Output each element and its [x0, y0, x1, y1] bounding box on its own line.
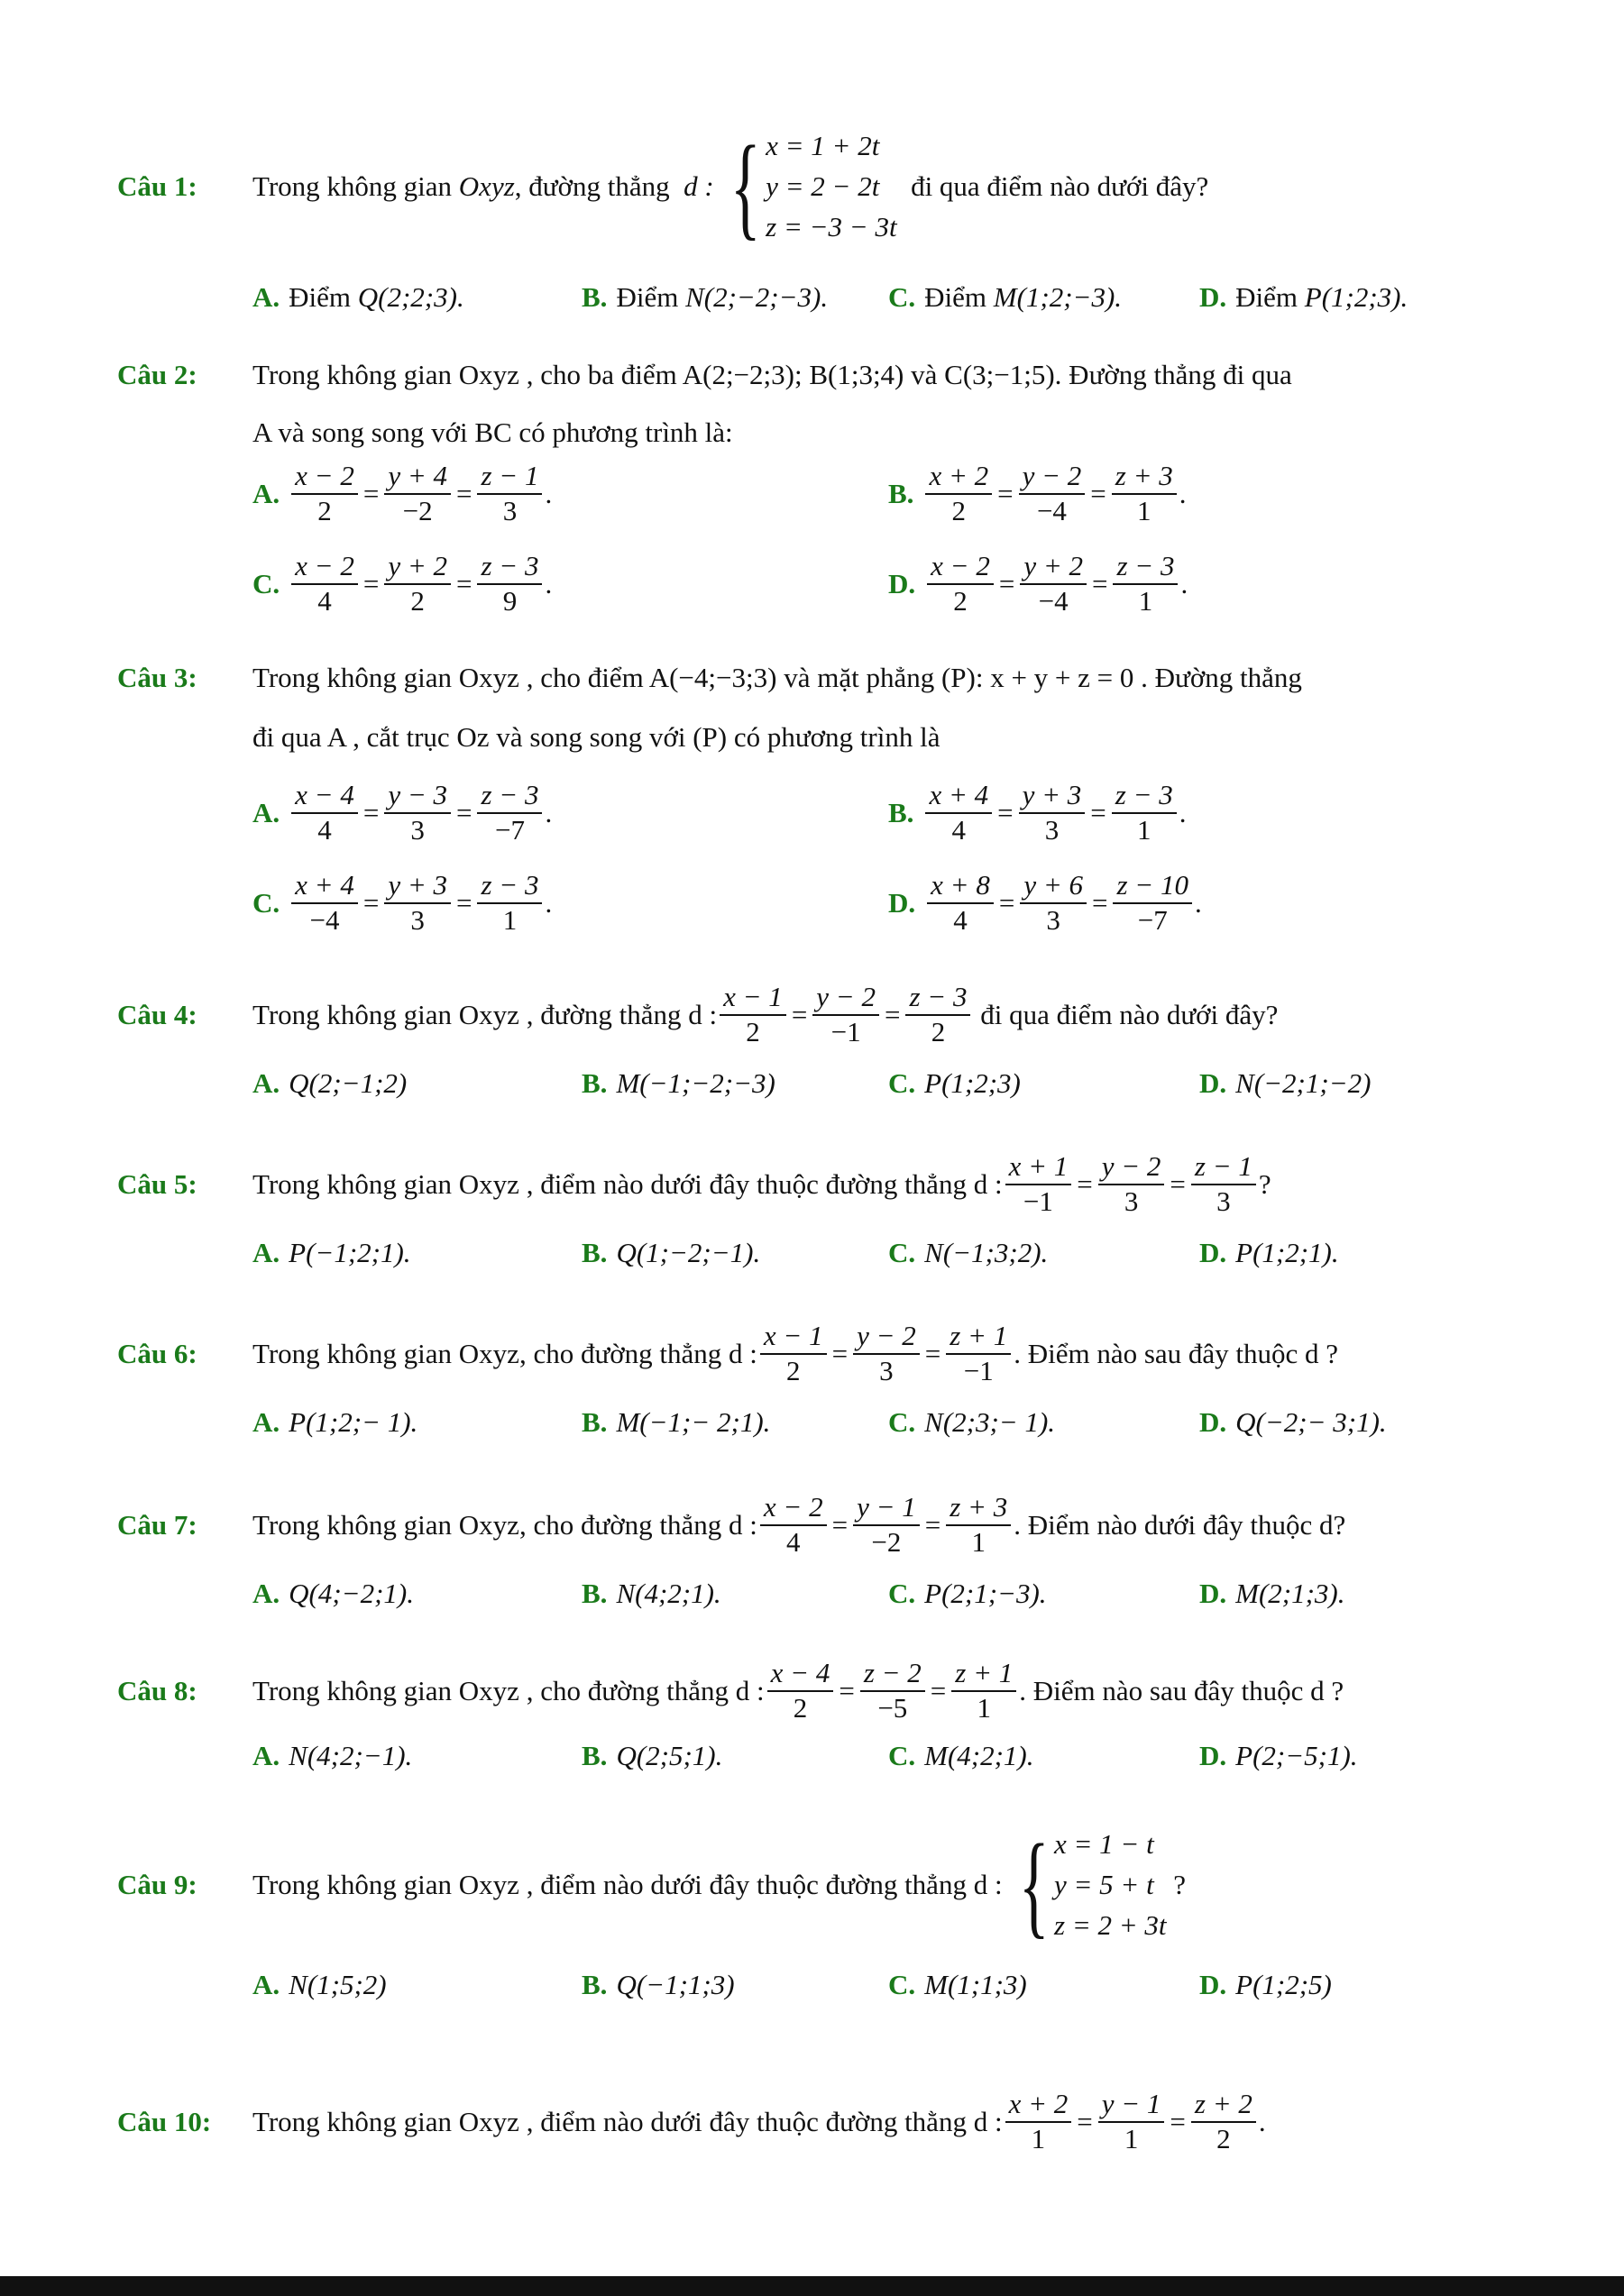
option-point: Q(2;2;3). [357, 281, 464, 313]
fraction-numerator: y − 3 [384, 781, 451, 814]
fraction-numerator: y − 2 [1019, 462, 1086, 495]
page-bottom-border [0, 2276, 1624, 2296]
option-key: A. [252, 1740, 280, 1771]
option-point: P(2;−5;1). [1235, 1740, 1358, 1771]
fraction-numerator: z − 3 [1112, 781, 1177, 814]
option-b[interactable]: B. $\frac{x + 4}{4}$ = $\frac{y + 3}{3}$ = $\frac{z - 3}{1}$ . [888, 779, 1187, 846]
equation-line: y = 5 + t [1054, 1868, 1154, 1900]
fraction-numerator: z − 10 [1113, 871, 1191, 904]
option-d[interactable] [1199, 1237, 1339, 1269]
fraction-denominator: 2 [1216, 2122, 1231, 2154]
question-text: Trong không gian Oxyz , cho ba điểm A(2;−2;3); B(1;3;4) và C(3;−1;5). Đường thẳng đi qua [252, 359, 1292, 390]
option-a[interactable] [252, 1969, 387, 2001]
option-point: Q(−2;− 3;1). [1235, 1406, 1387, 1438]
question-label: Câu 7: [117, 1508, 197, 1541]
option-point: M(−1;− 2;1). [616, 1406, 771, 1438]
fraction-denominator: 2 [951, 494, 967, 526]
option-key: D. [1199, 1067, 1227, 1099]
option-a[interactable] [252, 1237, 411, 1269]
question-label: Câu 3: [117, 662, 197, 693]
fraction-denominator: 1 [1031, 2122, 1046, 2154]
fraction-denominator: 3 [502, 494, 518, 526]
fraction-denominator: 3 [1124, 1185, 1139, 1217]
fraction-numerator: x − 2 [291, 552, 358, 585]
option-point: M(2;1;3). [1235, 1578, 1345, 1609]
option-c[interactable] [888, 1237, 1048, 1269]
fraction-denominator: 4 [953, 903, 968, 936]
fraction-numerator: x + 8 [927, 871, 994, 904]
fraction-denominator: −7 [494, 813, 525, 846]
fraction-numerator: x + 2 [925, 462, 992, 495]
fraction-denominator: −2 [871, 1525, 902, 1558]
option-d[interactable] [1199, 1067, 1371, 1100]
option-d[interactable]: D. $\frac{x - 2}{2}$ = $\frac{y + 2}{-4}$ = $\frac{z - 3}{1}$ . [888, 550, 1188, 617]
fraction-denominator: 1 [1124, 2122, 1139, 2154]
question-text-after: . [1258, 2105, 1266, 2137]
fraction-numerator: y + 2 [384, 552, 451, 585]
option-end: . [1179, 796, 1187, 828]
fraction-numerator: x − 1 [760, 1322, 827, 1355]
option-key: C. [888, 1067, 916, 1099]
fraction-numerator: z − 3 [477, 781, 542, 814]
question-label: Câu 5: [117, 1167, 197, 1200]
option-c[interactable] [888, 281, 1122, 314]
question-text: Trong không gian Oxyz , cho điểm A(−4;−3;3) và mặt phẳng (P): x + y + z = 0 . Đường thẳng [252, 662, 1302, 693]
option-key: C. [888, 1578, 916, 1609]
question-2-line-2 [252, 416, 733, 449]
question-label: Câu 8: [117, 1674, 197, 1706]
question-text: Trong không gian Oxyz , điểm nào dưới đây thuộc đường thẳng d : [252, 1869, 1003, 1901]
fraction-numerator: z − 3 [1113, 552, 1178, 585]
option-b[interactable] [582, 1067, 775, 1100]
option-c[interactable] [888, 1740, 1034, 1772]
question-7: Câu 7: Trong không gian Oxyz, cho đường thẳng d : $\frac{x - 2}{4}$ = $\frac{y - 1}{-2}$ = $\frac{z + 3}{1}$ . Điểm nào dưới đây thuộc d? [117, 1491, 1346, 1558]
option-point: M(−1;−2;−3) [616, 1067, 775, 1099]
option-point: N(2;−2;−3). [685, 281, 829, 313]
option-key: D. [1199, 1578, 1227, 1609]
equation-line: x = 1 − t [1054, 1828, 1154, 1860]
equation-line: z = −3 − 3t [766, 210, 897, 242]
fraction-denominator: 1 [1138, 584, 1153, 617]
question-6: Câu 6: Trong không gian Oxyz, cho đường thẳng d : $\frac{x - 1}{2}$ = $\frac{y - 2}{3}$ = $\frac{z + 1}{-1}$ . Điểm nào sau đây thuộc d ? [117, 1320, 1339, 1386]
option-point: M(4;2;1). [924, 1740, 1034, 1771]
option-key: B. [582, 1578, 608, 1609]
option-key: A. [252, 281, 280, 313]
option-key: B. [582, 1237, 608, 1268]
fraction-numerator: z + 1 [951, 1659, 1016, 1692]
fraction-numerator: y − 1 [853, 1493, 920, 1526]
fraction-numerator: x − 4 [291, 781, 358, 814]
fraction-denominator: −1 [963, 1354, 994, 1386]
fraction-numerator: z − 3 [477, 871, 542, 904]
option-c[interactable]: C. $\frac{x - 2}{4}$ = $\frac{y + 2}{2}$ = $\frac{z - 3}{9}$ . [252, 550, 553, 617]
option-d[interactable] [1199, 281, 1408, 314]
fraction-denominator: 3 [879, 1354, 894, 1386]
question-text-mid: , đường thẳng [514, 170, 670, 203]
fraction-numerator: x − 1 [720, 983, 786, 1016]
fraction-denominator: 2 [785, 1354, 801, 1386]
option-key: D. [888, 567, 916, 599]
equation-line: x = 1 + 2t [766, 130, 880, 161]
fraction-numerator: y + 4 [384, 462, 451, 495]
fraction-denominator: 2 [953, 584, 968, 617]
option-key: D. [1199, 1406, 1227, 1438]
option-a[interactable]: A. $\frac{x - 4}{4}$ = $\frac{y - 3}{3}$ = $\frac{z - 3}{-7}$ . [252, 779, 553, 846]
option-key: C. [888, 281, 916, 313]
fraction-denominator: 4 [317, 584, 332, 617]
option-point: N(4;2;−1). [289, 1740, 413, 1771]
option-a[interactable] [252, 281, 464, 314]
fraction-numerator: y − 2 [853, 1322, 920, 1355]
option-key: A. [252, 1067, 280, 1099]
option-b[interactable] [582, 1578, 721, 1610]
question-text-after: đi qua điểm nào dưới đây? [911, 170, 1209, 203]
option-key: C. [888, 1237, 916, 1268]
option-point: P(−1;2;1). [289, 1237, 411, 1268]
option-a[interactable]: A. $\frac{x - 2}{2}$ = $\frac{y + 4}{-2}$ = $\frac{z - 1}{3}$ . [252, 460, 553, 526]
fraction-denominator: 3 [1044, 813, 1060, 846]
option-point: P(1;2;1). [1235, 1237, 1339, 1268]
option-c[interactable] [888, 1969, 1027, 2001]
fraction-numerator: y − 2 [812, 983, 879, 1016]
fraction-denominator: 4 [951, 813, 967, 846]
option-key: A. [252, 1406, 280, 1438]
option-b[interactable] [582, 1406, 770, 1439]
option-c[interactable] [888, 1067, 1021, 1100]
fraction-numerator: y + 2 [1020, 552, 1087, 585]
fraction-denominator: 2 [410, 584, 425, 617]
option-key: B. [888, 796, 914, 828]
fraction-numerator: x − 2 [291, 462, 358, 495]
option-key: C. [888, 1740, 916, 1771]
option-end: . [545, 567, 553, 599]
fraction-numerator: y + 6 [1020, 871, 1087, 904]
option-key: D. [1199, 1237, 1227, 1268]
question-text-after: . Điểm nào dưới đây thuộc d? [1014, 1508, 1346, 1541]
question-label: Câu 4: [117, 998, 197, 1030]
option-key: C. [888, 1406, 916, 1438]
fraction-denominator: −4 [309, 903, 340, 936]
option-key: C. [888, 1969, 916, 2000]
question-text: Trong không gian Oxyz, cho đường thẳng d : [252, 1337, 757, 1369]
brace-symbol: { [729, 123, 761, 252]
option-key: C. [252, 886, 280, 919]
option-point: P(1;2;− 1). [289, 1406, 418, 1438]
option-pre: Điểm [289, 281, 352, 313]
fraction-denominator: 3 [1216, 1185, 1231, 1217]
question-2 [117, 359, 1292, 391]
option-point: N(1;5;2) [289, 1969, 387, 2000]
fraction-denominator: 2 [317, 494, 332, 526]
fraction-numerator: y + 3 [384, 871, 451, 904]
fraction-numerator: z + 3 [1112, 462, 1177, 495]
fraction-numerator: z + 3 [946, 1493, 1011, 1526]
question-text: Trong không gian Oxyz , cho đường thẳng d : [252, 1674, 765, 1706]
fraction-denominator: 1 [977, 1691, 992, 1724]
fraction-denominator: 1 [1137, 813, 1151, 846]
fraction-denominator: 2 [931, 1015, 946, 1047]
option-b[interactable] [582, 1969, 735, 2001]
question-5: Câu 5: Trong không gian Oxyz , điểm nào dưới đây thuộc đường thẳng d : $\frac{x + 1}{-1}$ = $\frac{y - 2}{3}$ = $\frac{z - 1}{3}$ ? [117, 1150, 1271, 1217]
option-point: Q(2;5;1). [616, 1740, 723, 1771]
fraction-denominator: −1 [830, 1015, 861, 1047]
option-point: Q(1;−2;−1). [616, 1237, 761, 1268]
option-point: M(1;1;3) [924, 1969, 1027, 2000]
question-3 [117, 662, 1302, 694]
option-point: Q(−1;1;3) [616, 1969, 735, 2000]
fraction-numerator: y − 1 [1098, 2090, 1165, 2123]
question-10: Câu 10: Trong không gian Oxyz , điểm nào dưới đây thuộc đường thằng d : $\frac{x + 2}{1}$ = $\frac{y - 1}{1}$ = $\frac{z + 2}{2}$ . [117, 2088, 1266, 2154]
fraction-denominator: −1 [1023, 1185, 1053, 1217]
option-key: A. [252, 796, 280, 828]
option-key: D. [888, 886, 916, 919]
option-key: D. [1199, 281, 1227, 313]
option-end: . [545, 796, 553, 828]
question-text-after: ? [1173, 1869, 1187, 1901]
question-text: Trong không gian Oxyz , điểm nào dưới đây thuộc đường thằng d : [252, 2105, 1003, 2137]
question-text-after: đi qua điểm nào dưới đây? [980, 998, 1279, 1030]
space-name: Oxyz [458, 170, 515, 203]
line-name: d : [684, 170, 714, 203]
option-d[interactable] [1199, 1740, 1358, 1772]
question-4: Câu 4: Trong không gian Oxyz , đường thẳng d : $\frac{x - 1}{2}$ = $\frac{y - 2}{-1}$ = $\frac{z - 3}{2}$ đi qua điểm nào dưới đây? [117, 981, 1279, 1047]
fraction-denominator: 2 [746, 1015, 760, 1047]
option-key: B. [888, 477, 914, 509]
fraction-denominator: 4 [785, 1525, 801, 1558]
option-point: P(1;2;3). [1304, 281, 1408, 313]
fraction-denominator: −7 [1137, 903, 1168, 936]
question-text-2: đi qua A , cắt trục Oz và song song với (P) có phương trình là [252, 721, 940, 753]
question-text: Trong không gian [252, 170, 453, 203]
question-label: Câu 1: [117, 170, 197, 203]
fraction-denominator: 2 [793, 1691, 808, 1724]
equation-line: z = 2 + 3t [1054, 1908, 1167, 1941]
fraction-numerator: z − 1 [1191, 1152, 1256, 1185]
option-point: Q(4;−2;1). [289, 1578, 414, 1609]
fraction-denominator: 1 [502, 903, 518, 936]
question-label: Câu 9: [117, 1869, 197, 1901]
fraction-numerator: z + 1 [946, 1322, 1011, 1355]
question-text-after: ? [1258, 1167, 1271, 1200]
option-point: N(2;3;− 1). [924, 1406, 1056, 1438]
option-key: B. [582, 281, 608, 313]
brace-symbol: { [1018, 1821, 1050, 1950]
option-key: B. [582, 1969, 608, 2000]
option-point: M(1;2;−3). [993, 281, 1123, 313]
question-3-line-2 [252, 721, 940, 754]
fraction-numerator: z − 3 [905, 983, 970, 1016]
option-pre: Điểm [924, 281, 987, 313]
option-point: P(1;2;5) [1235, 1969, 1332, 2000]
fraction-numerator: x + 4 [291, 871, 358, 904]
fraction-denominator: 3 [410, 903, 425, 936]
fraction-denominator: 9 [502, 584, 518, 617]
option-key: A. [252, 477, 280, 509]
question-text-after: . Điểm nào sau đây thuộc d ? [1019, 1674, 1344, 1706]
option-key: B. [582, 1740, 608, 1771]
question-text-2: A và song song với BC có phương trình là: [252, 416, 733, 448]
fraction-numerator: z + 2 [1191, 2090, 1256, 2123]
fraction-denominator: −4 [1038, 584, 1069, 617]
fraction-numerator: x + 1 [1005, 1152, 1072, 1185]
fraction-numerator: x − 4 [767, 1659, 834, 1692]
fraction-numerator: z − 3 [477, 552, 542, 585]
option-c[interactable]: C. $\frac{x + 4}{-4}$ = $\frac{y + 3}{3}$ = $\frac{z - 3}{1}$ . [252, 869, 553, 936]
equation-system [1006, 1821, 1167, 1950]
question-label: Câu 2: [117, 359, 197, 390]
option-d[interactable]: D. $\frac{x + 8}{4}$ = $\frac{y + 6}{3}$ = $\frac{z - 10}{-7}$ . [888, 869, 1202, 936]
fraction-denominator: 1 [971, 1525, 986, 1558]
fraction-denominator: 3 [1046, 903, 1060, 936]
fraction-numerator: x − 2 [760, 1493, 827, 1526]
option-key: D. [1199, 1740, 1227, 1771]
question-8: Câu 8: Trong không gian Oxyz , cho đường thẳng d : $\frac{x - 4}{2}$ = $\frac{z - 2}{-5}$ = $\frac{z + 1}{1}$ . Điểm nào sau đây thuộc d ? [117, 1657, 1344, 1724]
question-text: Trong không gian Oxyz , đường thẳng d : [252, 998, 718, 1030]
option-point: P(2;1;−3). [924, 1578, 1047, 1609]
option-b[interactable] [582, 1237, 760, 1269]
option-d[interactable] [1199, 1406, 1387, 1439]
fraction-numerator: z − 1 [477, 462, 542, 495]
fraction-numerator: z − 2 [860, 1659, 925, 1692]
option-point: Q(2;−1;2) [289, 1067, 408, 1099]
option-key: A. [252, 1969, 280, 2000]
fraction-denominator: 3 [410, 813, 425, 846]
option-key: C. [252, 567, 280, 599]
fraction-denominator: −4 [1036, 494, 1067, 526]
option-end: . [545, 886, 553, 919]
equation-line: y = 2 − 2t [766, 169, 880, 202]
option-b[interactable]: B. $\frac{x + 2}{2}$ = $\frac{y - 2}{-4}$ = $\frac{z + 3}{1}$ . [888, 460, 1187, 526]
question-label: Câu 6: [117, 1337, 197, 1369]
option-b[interactable] [582, 281, 828, 314]
fraction-denominator: −5 [877, 1691, 908, 1724]
option-pre: Điểm [616, 281, 679, 313]
option-end: . [1180, 567, 1188, 599]
fraction-denominator: 1 [1137, 494, 1151, 526]
option-point: N(4;2;1). [616, 1578, 721, 1609]
option-end: . [1194, 886, 1202, 919]
option-a[interactable] [252, 1578, 414, 1610]
fraction-numerator: y − 2 [1098, 1152, 1165, 1185]
option-c[interactable] [888, 1406, 1055, 1439]
option-end: . [1179, 477, 1187, 509]
option-point: P(1;2;3) [924, 1067, 1021, 1099]
question-text-after: . Điểm nào sau đây thuộc d ? [1014, 1337, 1339, 1369]
fraction-denominator: −2 [402, 494, 433, 526]
option-key: B. [582, 1067, 608, 1099]
question-text: Trong không gian Oxyz , điểm nào dưới đây thuộc đường thẳng d : [252, 1167, 1003, 1200]
option-a[interactable] [252, 1406, 417, 1439]
option-pre: Điểm [1235, 281, 1298, 313]
option-c[interactable] [888, 1578, 1047, 1610]
question-1 [117, 123, 1209, 252]
option-end: . [545, 477, 553, 509]
option-key: A. [252, 1237, 280, 1268]
fraction-numerator: x + 4 [925, 781, 992, 814]
equation-system [718, 123, 897, 252]
question-text: Trong không gian Oxyz, cho đường thẳng d : [252, 1508, 757, 1541]
question-label: Câu 10: [117, 2105, 212, 2137]
option-d[interactable] [1199, 1969, 1332, 2001]
question-9 [117, 1821, 1187, 1950]
fraction-numerator: x − 2 [927, 552, 994, 585]
fraction-denominator: 4 [317, 813, 332, 846]
option-key: D. [1199, 1969, 1227, 2000]
option-a[interactable] [252, 1740, 412, 1772]
fraction-numerator: x + 2 [1005, 2090, 1072, 2123]
fraction-numerator: y + 3 [1019, 781, 1086, 814]
option-d[interactable] [1199, 1578, 1345, 1610]
option-point: N(−1;3;2). [924, 1237, 1049, 1268]
option-b[interactable] [582, 1740, 722, 1772]
option-key: B. [582, 1406, 608, 1438]
option-point: N(−2;1;−2) [1235, 1067, 1372, 1099]
option-key: A. [252, 1578, 280, 1609]
option-a[interactable] [252, 1067, 407, 1100]
